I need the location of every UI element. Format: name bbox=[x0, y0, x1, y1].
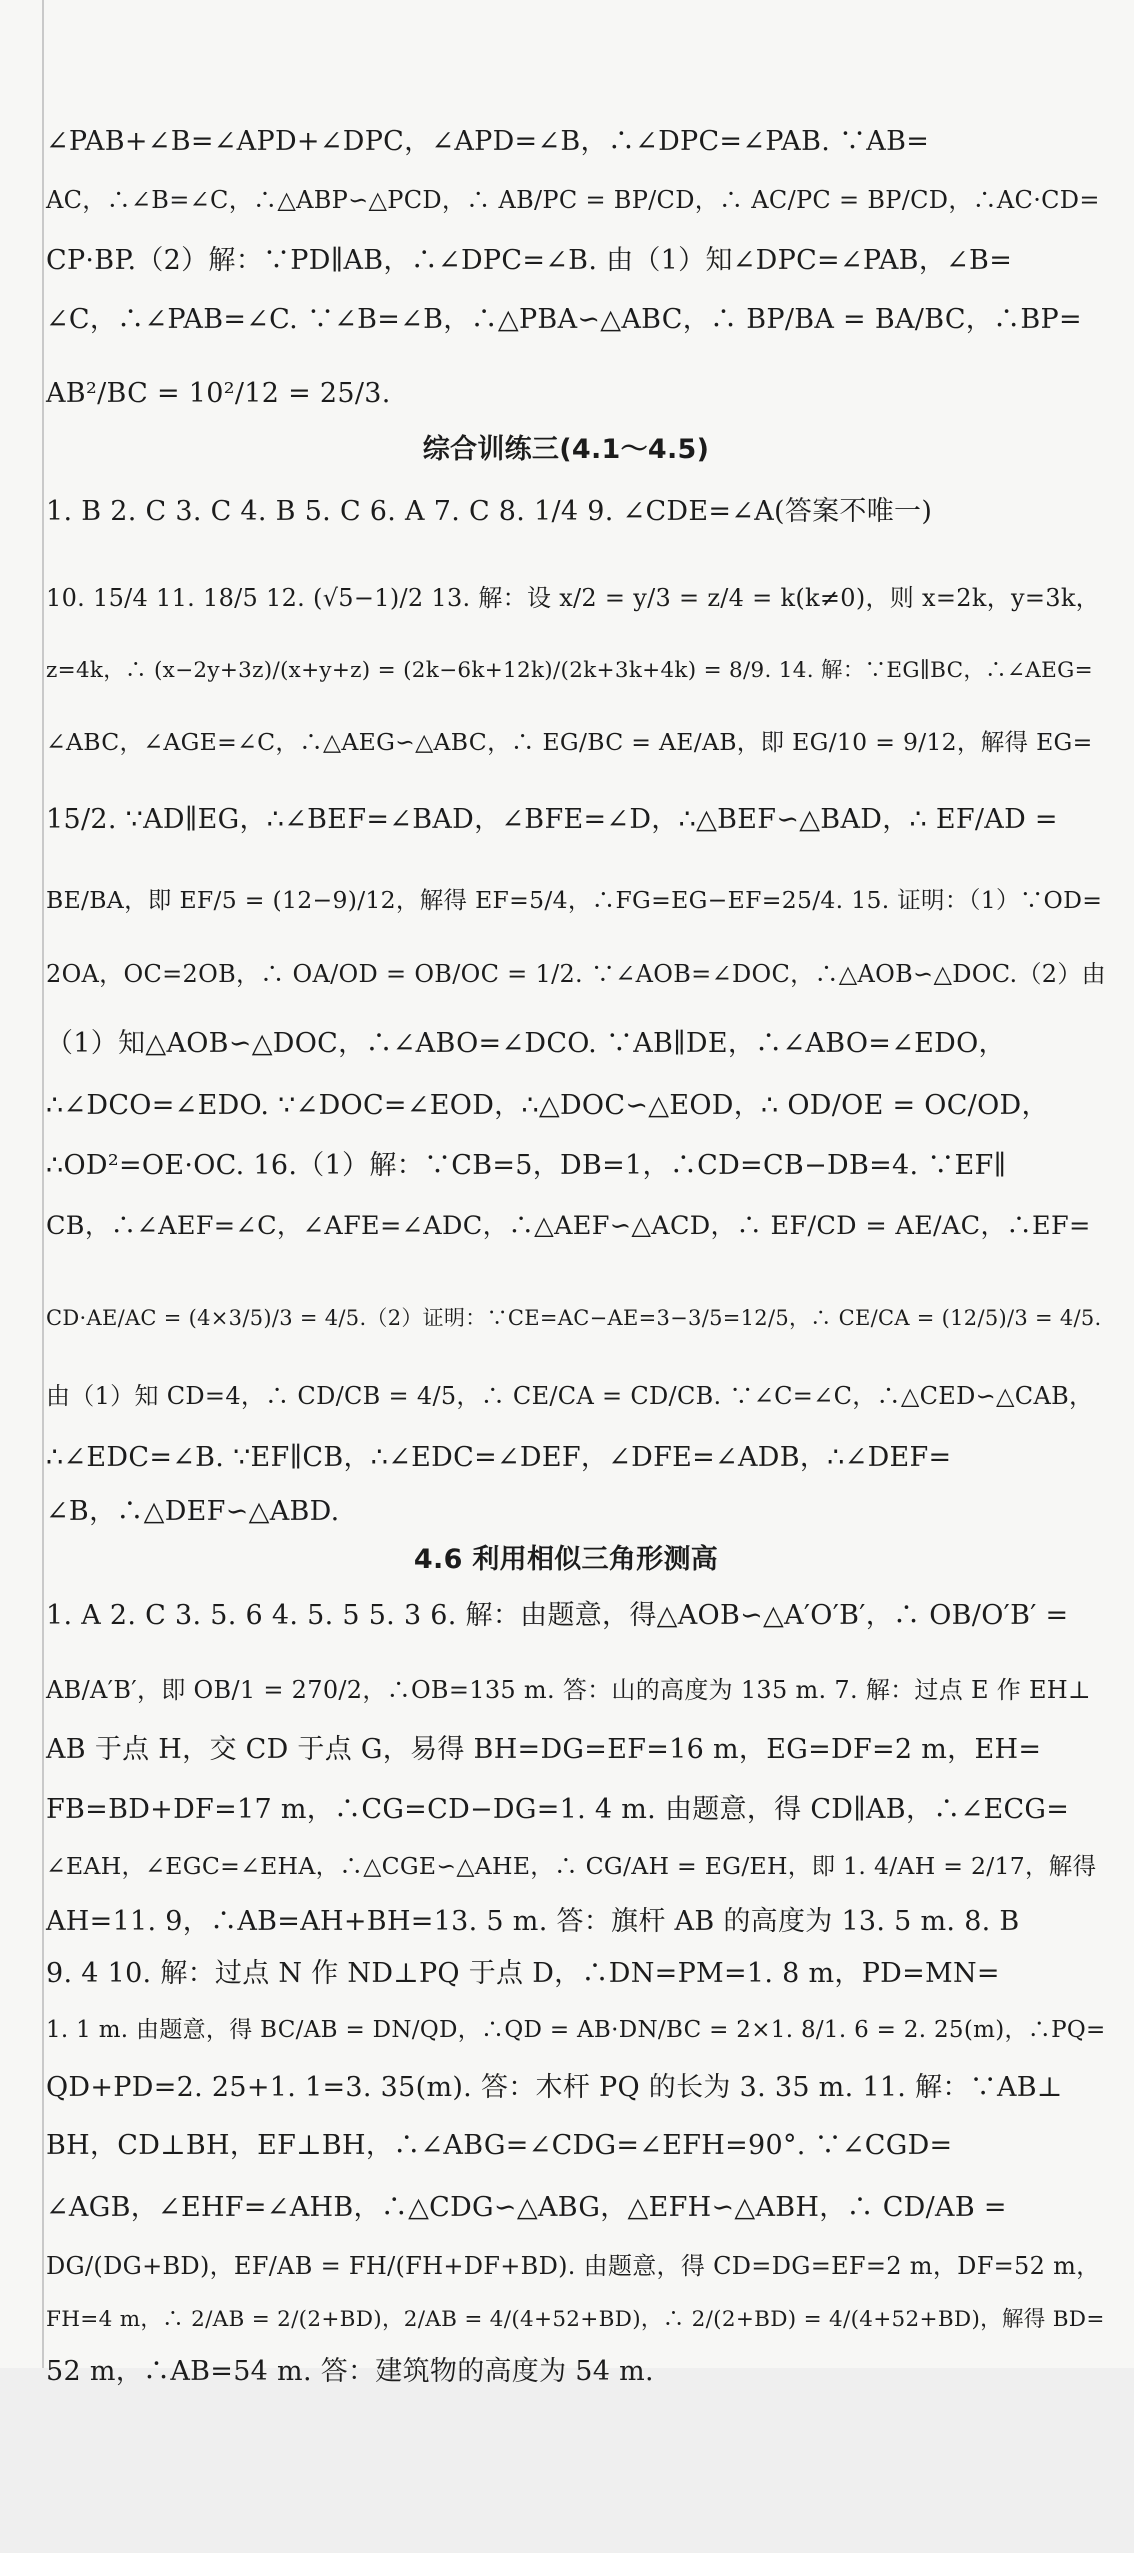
text-line: ∠AGB，∠EHF=∠AHB，∴△CDG∽△ABG，△EFH∽△ABH，∴ CD/AB = bbox=[46, 2192, 1007, 2223]
text-line: ∠PAB+∠B=∠APD+∠DPC，∠APD=∠B，∴∠DPC=∠PAB. ∵AB= bbox=[46, 126, 930, 157]
text-line: ∴∠EDC=∠B. ∵EF∥CB，∴∠EDC=∠DEF，∠DFE=∠ADB，∴∠DEF= bbox=[46, 1442, 952, 1473]
text-line: 1. B 2. C 3. C 4. B 5. C 6. A 7. C 8. 1/4 9. ∠CDE=∠A(答案不唯一) bbox=[46, 496, 933, 527]
text-line: 由（1）知 CD=4，∴ CD/CB = 4/5，∴ CE/CA = CD/CB. ∵∠C=∠C，∴△CED∽△CAB， bbox=[46, 1382, 1094, 1410]
text-line: FH=4 m，∴ 2/AB = 2/(2+BD)，2/AB = 4/(4+52+BD)，∴ 2/(2+BD) = 4/(4+52+BD)，解得 BD= bbox=[46, 2307, 1105, 2332]
text-line: ∠C，∴∠PAB=∠C. ∵∠B=∠B，∴△PBA∽△ABC，∴ BP/BA = BA/BC，∴BP= bbox=[46, 304, 1082, 335]
text-line: 52 m，∴AB=54 m. 答：建筑物的高度为 54 m. bbox=[46, 2356, 654, 2387]
text-line: ∠B，∴△DEF∽△ABD. bbox=[46, 1496, 340, 1527]
text-line: AH=11. 9，∴AB=AH+BH=13. 5 m. 答：旗杆 AB 的高度为 13. 5 m. 8. B bbox=[46, 1906, 1020, 1937]
text-line: BE/BA，即 EF/5 = (12−9)/12，解得 EF=5/4，∴FG=EG−EF=25/4. 15. 证明：（1）∵OD= bbox=[46, 886, 1103, 914]
text-line: 15/2. ∵AD∥EG，∴∠BEF=∠BAD，∠BFE=∠D，∴△BEF∽△BAD，∴ EF/AD = bbox=[46, 804, 1058, 835]
text-line: ∠ABC，∠AGE=∠C，∴△AEG∽△ABC，∴ EG/BC = AE/AB，即 EG/10 = 9/12，解得 EG= bbox=[46, 728, 1093, 756]
text-line: 1. A 2. C 3. 5. 6 4. 5. 5 5. 3 6. 解：由题意，得△AOB∽△A′O′B′，∴ OB/O′B′ = bbox=[46, 1600, 1069, 1631]
text-line: （1）知△AOB∽△DOC，∴∠ABO=∠DCO. ∵AB∥DE，∴∠ABO=∠EDO， bbox=[46, 1028, 1006, 1059]
text-line: QD+PD=2. 25+1. 1=3. 35(m). 答：木杆 PQ 的长为 3. 35 m. 11. 解：∵AB⊥ bbox=[46, 2072, 1063, 2103]
text-line: 1. 1 m. 由题意，得 BC/AB = DN/QD，∴QD = AB·DN/BC = 2×1. 8/1. 6 = 2. 25(m)，∴PQ= bbox=[46, 2017, 1106, 2043]
margin-rule bbox=[42, 0, 44, 2368]
text-line: AB 于点 H，交 CD 于点 G，易得 BH=DG=EF=16 m，EG=DF=2 m，EH= bbox=[46, 1734, 1042, 1765]
section-heading: 4.6 利用相似三角形测高 bbox=[413, 1544, 719, 1575]
text-line: AC，∴∠B=∠C，∴△ABP∽△PCD，∴ AB/PC = BP/CD，∴ AC/PC = BP/CD，∴AC·CD= bbox=[46, 186, 1100, 214]
text-line: ∴∠DCO=∠EDO. ∵∠DOC=∠EOD，∴△DOC∽△EOD，∴ OD/OE = OC/OD， bbox=[46, 1090, 1049, 1121]
text-line: AB²/BC = 10²/12 = 25/3. bbox=[46, 378, 391, 409]
text-line: DG/(DG+BD)，EF/AB = FH/(FH+DF+BD). 由题意，得 CD=DG=EF=2 m，DF=52 m， bbox=[46, 2252, 1101, 2280]
text-line: 9. 4 10. 解：过点 N 作 ND⊥PQ 于点 D，∴DN=PM=1. 8 m，PD=MN= bbox=[46, 1958, 1000, 1989]
text-line: 2OA，OC=2OB，∴ OA/OD = OB/OC = 1/2. ∵∠AOB=∠DOC，∴△AOB∽△DOC.（2）由 bbox=[46, 960, 1106, 988]
text-line: FB=BD+DF=17 m，∴CG=CD−DG=1. 4 m. 由题意，得 CD∥AB，∴∠ECG= bbox=[46, 1794, 1070, 1825]
text-line: z=4k，∴ (x−2y+3z)/(x+y+z) = (2k−6k+12k)/(2k+3k+4k) = 8/9. 14. 解：∵EG∥BC，∴∠AEG= bbox=[46, 658, 1093, 683]
text-line: BH，CD⊥BH，EF⊥BH，∴∠ABG=∠CDG=∠EFH=90°. ∵∠CGD= bbox=[46, 2130, 953, 2161]
text-line: 10. 15/4 11. 18/5 12. (√5−1)/2 13. 解：设 x/2 = y/3 = z/4 = k(k≠0)，则 x=2k，y=3k， bbox=[46, 584, 1100, 612]
text-line: AB/A′B′，即 OB/1 = 270/2，∴OB=135 m. 答：山的高度为 135 m. 7. 解：过点 E 作 EH⊥ bbox=[46, 1676, 1091, 1704]
section-heading: 综合训练三(4.1～4.5) bbox=[422, 434, 710, 465]
text-line: CP·BP.（2）解：∵PD∥AB，∴∠DPC=∠B. 由（1）知∠DPC=∠PAB，∠B= bbox=[46, 245, 1013, 276]
text-line: CD·AE/AC = (4×3/5)/3 = 4/5.（2）证明：∵CE=AC−AE=3−3/5=12/5，∴ CE/CA = (12/5)/3 = 4/5. bbox=[46, 1306, 1102, 1330]
text-line: ∠EAH，∠EGC=∠EHA，∴△CGE∽△AHE，∴ CG/AH = EG/EH，即 1. 4/AH = 2/17，解得 bbox=[46, 1852, 1097, 1880]
text-line: CB，∴∠AEF=∠C，∠AFE=∠ADC，∴△AEF∽△ACD，∴ EF/CD = AE/AC，∴EF= bbox=[46, 1211, 1091, 1241]
page-bottom-margin bbox=[0, 2368, 1134, 2553]
text-line: ∴OD²=OE·OC. 16.（1）解：∵CB=5，DB=1，∴CD=CB−DB=4. ∵EF∥ bbox=[46, 1150, 1007, 1181]
